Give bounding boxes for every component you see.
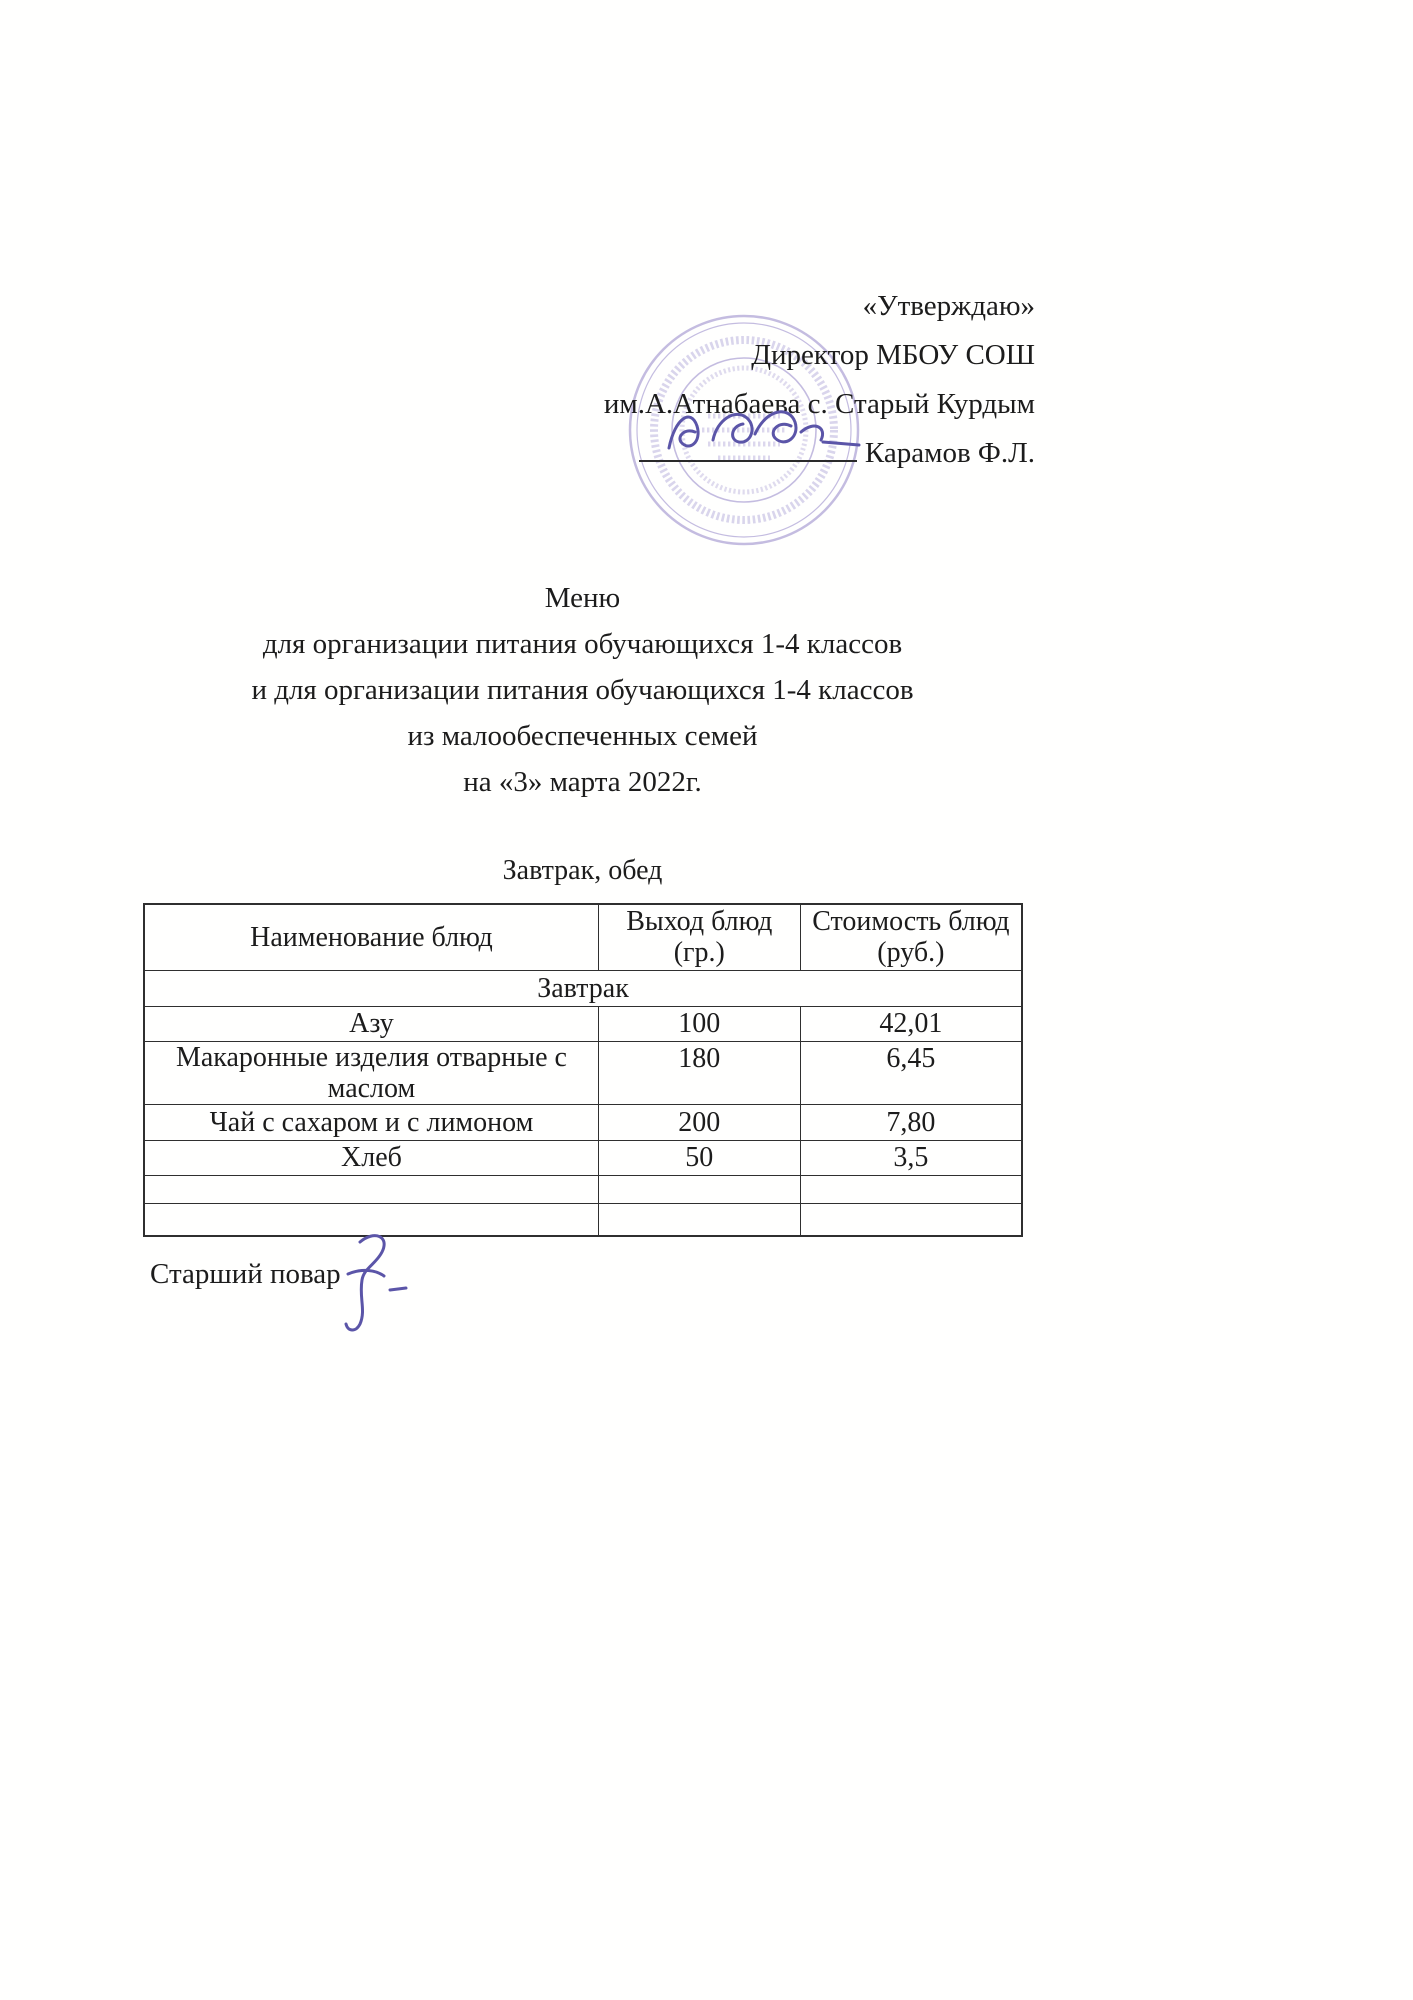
cook-label: Старший повар	[150, 1258, 341, 1290]
dish-name-cell: Азу	[144, 1006, 598, 1041]
title-line-3: и для организации питания обучающихся 1-4 классов	[251, 674, 914, 706]
director-name: Карамов Ф.Л.	[864, 437, 1035, 469]
dish-name-cell: Хлеб	[144, 1140, 598, 1175]
dish-out-cell: 200	[598, 1104, 800, 1140]
dish-name-cell: Макаронные изделия отварные с маслом	[144, 1041, 598, 1104]
title-line-5: на «3» марта 2022г.	[463, 766, 702, 798]
dish-name-cell: Чай с сахаром и с лимоном	[144, 1104, 598, 1140]
header-price-line1: Стоимость блюд	[812, 906, 1010, 938]
section-row	[144, 970, 1022, 1006]
header-out-line1: Выход блюд	[626, 906, 773, 938]
table-row	[144, 1175, 1022, 1203]
menu-table-container	[143, 903, 1023, 1237]
header-name-line1: Наименование блюд	[250, 921, 493, 953]
table-row	[144, 1041, 1022, 1104]
title-line-4: из малообеспеченных семей	[407, 720, 758, 752]
table-row	[144, 1140, 1022, 1175]
header-cell-out	[598, 904, 800, 970]
dish-price-cell	[800, 1175, 1022, 1203]
dish-out-cell: 50	[598, 1140, 800, 1175]
table-row	[144, 1006, 1022, 1041]
dish-price-cell	[800, 1203, 1022, 1236]
dish-name-cell	[144, 1175, 598, 1203]
header-cell-price	[800, 904, 1022, 970]
header-out-line2: (гр.)	[673, 937, 725, 969]
doc-title: Меню	[544, 582, 621, 614]
approve-word: «Утверждаю»	[862, 290, 1035, 322]
section-header-cell: Завтрак	[144, 970, 1022, 1006]
dish-price-cell: 6,45	[800, 1041, 1022, 1104]
dish-out-cell	[598, 1203, 800, 1236]
dish-out-cell: 180	[598, 1041, 800, 1104]
school-line: им.А.Атнабаева с. Старый Курдым	[603, 388, 1035, 420]
meals-caption: Завтрак, обед	[502, 855, 663, 886]
title-line-2: для организации питания обучающихся 1-4 классов	[262, 628, 903, 660]
header-price-line2: (руб.)	[877, 937, 945, 969]
menu-table	[143, 903, 1023, 1237]
header-cell-name	[144, 904, 598, 970]
director-line: Директор МБОУ СОШ	[751, 339, 1035, 371]
table-row	[144, 1203, 1022, 1236]
dish-price-cell: 3,5	[800, 1140, 1022, 1175]
dish-out-cell	[598, 1175, 800, 1203]
director-signature	[655, 390, 870, 470]
table-row	[144, 1104, 1022, 1140]
dish-out-cell: 100	[598, 1006, 800, 1041]
dish-price-cell: 42,01	[800, 1006, 1022, 1041]
dish-price-cell: 7,80	[800, 1104, 1022, 1140]
cook-signature	[318, 1228, 418, 1338]
title-block	[143, 575, 1022, 805]
table-header-row	[144, 904, 1022, 970]
